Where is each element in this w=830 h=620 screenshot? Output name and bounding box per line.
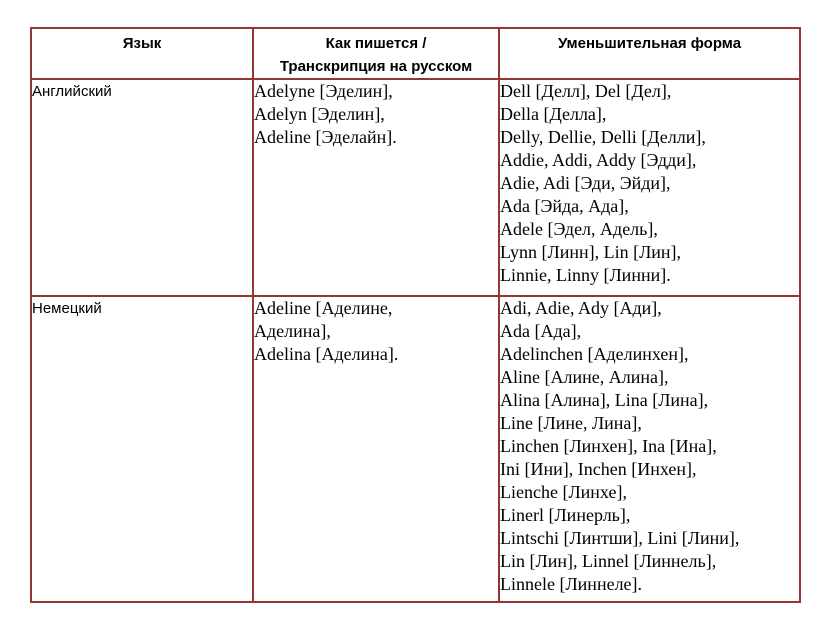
diminutive-cell: [499, 79, 800, 296]
table-row: [31, 79, 800, 296]
header-spelling-line2: Транскрипция на русском: [279, 58, 473, 75]
diminutive-line: Ada [Ада],: [500, 321, 582, 341]
header-diminutive: [499, 28, 800, 79]
header-spelling-line1: Как пишется /: [325, 35, 427, 52]
diminutive-line: Adele [Эдел, Адель],: [500, 219, 658, 239]
diminutive-line: Linchen [Линхен], Ina [Ина],: [500, 436, 717, 456]
diminutive-line: Lin [Лин], Linnel [Линнель],: [500, 551, 717, 571]
diminutive-line: Linerl [Линерль],: [500, 505, 631, 525]
diminutive-line: Linnele [Линнеле].: [500, 574, 643, 594]
spelling-cell: [253, 296, 499, 602]
diminutive-cell: [499, 296, 800, 602]
spelling-line: Adelyne [Эделин],: [254, 81, 393, 101]
diminutive-line: Lynn [Линн], Lin [Лин],: [500, 242, 682, 262]
diminutive-line: Linnie, Linny [Линни].: [500, 265, 671, 285]
header-language: [31, 28, 253, 79]
spelling-cell: [253, 79, 499, 296]
language-cell: [31, 79, 253, 296]
diminutive-line: Delly, Dellie, Delli [Делли],: [500, 127, 706, 147]
diminutive-line: Aline [Алине, Алина],: [500, 367, 669, 387]
diminutive-line: Adi, Adie, Ady [Ади],: [500, 298, 662, 318]
spelling-line: Adelina [Аделина].: [254, 344, 399, 364]
diminutive-line: Adelinchen [Аделинхен],: [500, 344, 689, 364]
diminutive-line: Alina [Алина], Lina [Лина],: [500, 390, 709, 410]
diminutive-line: Della [Делла],: [500, 104, 607, 124]
diminutive-line: Lintschi [Линтши], Lini [Лини],: [500, 528, 740, 548]
spelling-line: Adelyn [Эделин],: [254, 104, 385, 124]
diminutive-line: Ada [Эйда, Ада],: [500, 196, 629, 216]
diminutive-line: Ini [Ини], Inchen [Инхен],: [500, 459, 697, 479]
language-name: Немецкий: [32, 300, 102, 317]
header-row: [31, 28, 800, 79]
spelling-line: Аделина],: [254, 321, 331, 341]
language-cell: [31, 296, 253, 602]
header-diminutive-label: Уменьшительная форма: [557, 35, 742, 52]
diminutive-line: Addie, Addi, Addy [Эдди],: [500, 150, 697, 170]
spelling-line: Adeline [Аделине,: [254, 298, 393, 318]
language-name: Английский: [32, 83, 112, 100]
header-language-label: Язык: [122, 35, 162, 52]
names-table: [30, 27, 801, 603]
table-row: [31, 296, 800, 602]
diminutive-line: Adie, Adi [Эди, Эйди],: [500, 173, 671, 193]
diminutive-line: Dell [Делл], Del [Дел],: [500, 81, 672, 101]
diminutive-line: Lienche [Линхе],: [500, 482, 627, 502]
diminutive-line: Line [Лине, Лина],: [500, 413, 642, 433]
header-spelling: [253, 28, 499, 79]
spelling-line: Adeline [Эделайн].: [254, 127, 397, 147]
